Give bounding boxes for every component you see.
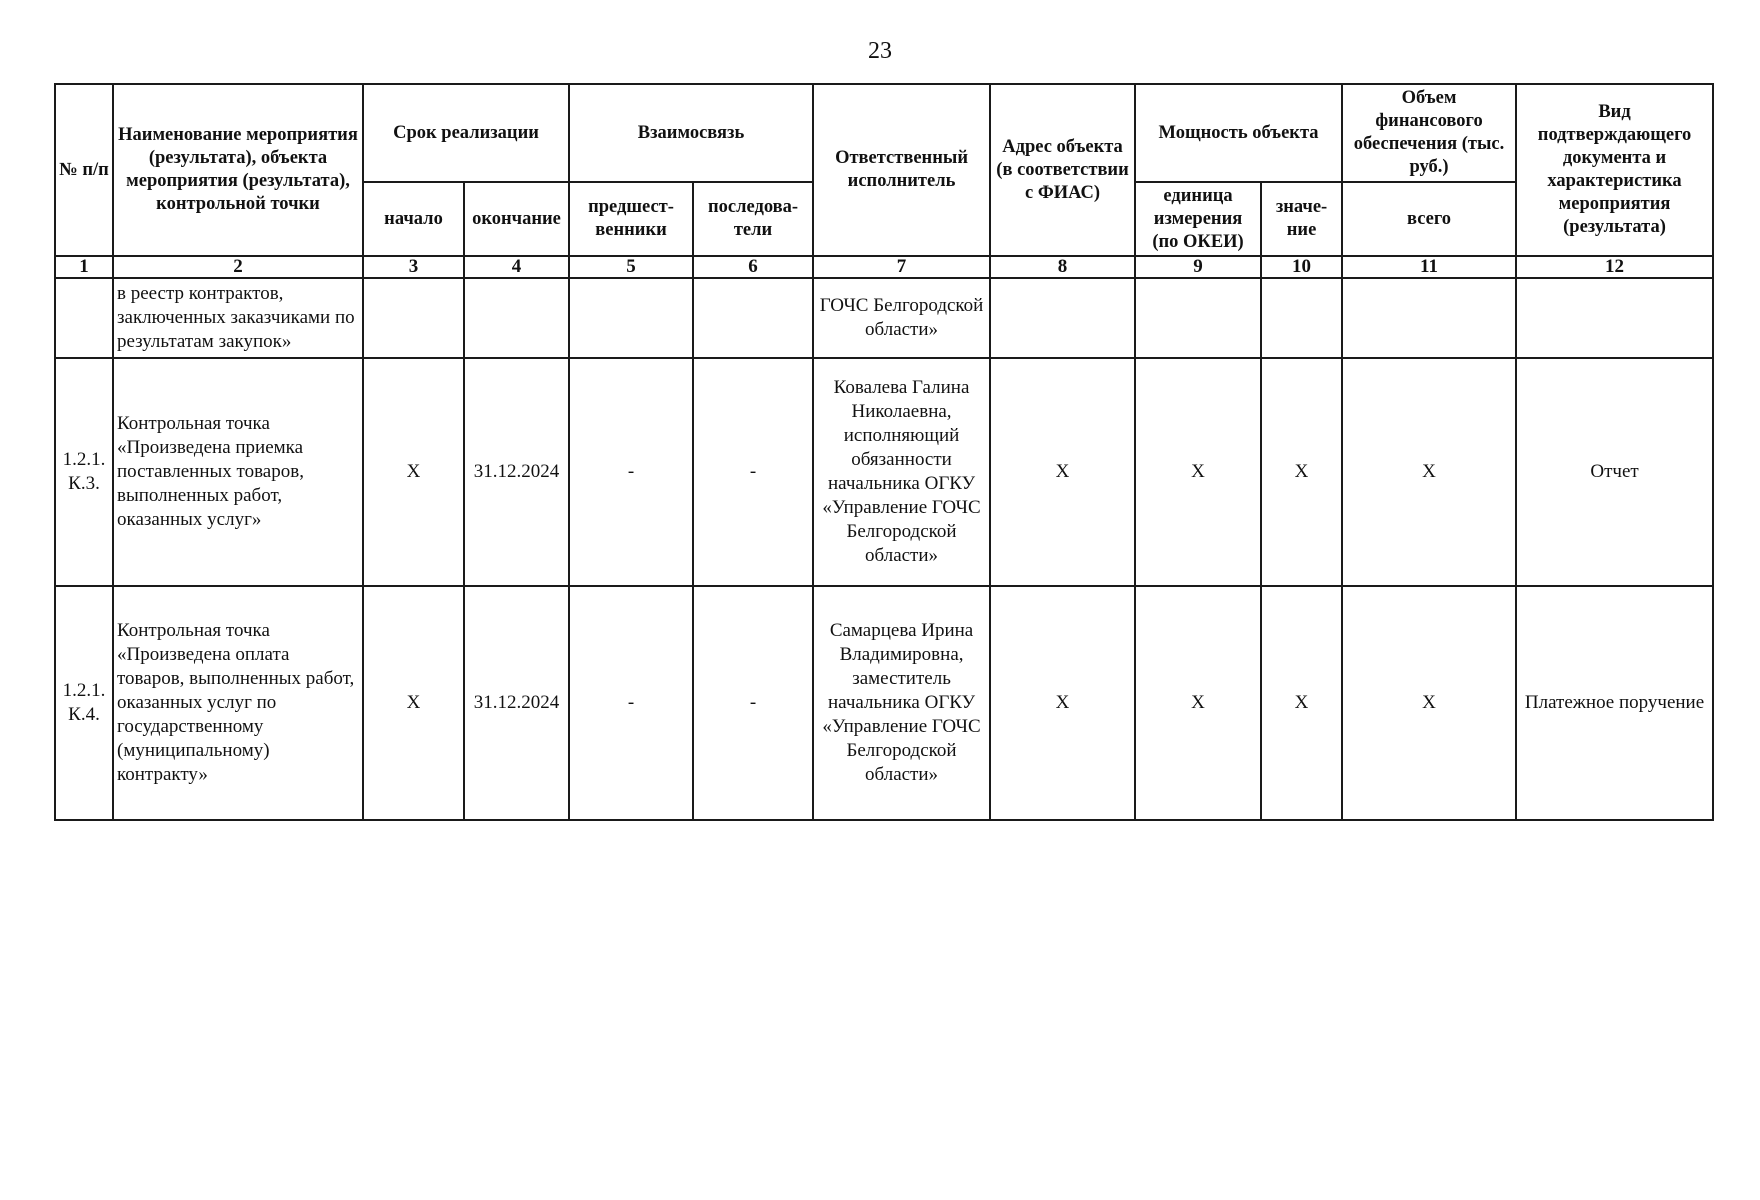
row-name: Контрольная точка «Произведена приемка поставленных товаров, выполненных работ, оказанных услуг» (113, 358, 363, 586)
row-finance: Х (1342, 358, 1516, 586)
row-responsible: ГОЧС Белгородской области» (813, 278, 990, 358)
header-link-next: последова-тели (693, 182, 813, 256)
row-unit: Х (1135, 358, 1261, 586)
row-address: Х (990, 586, 1135, 820)
column-number: 11 (1342, 256, 1516, 278)
row-name: Контрольная точка «Произведена оплата товаров, выполненных работ, оказанных услуг по государственному (муниципальному) контракту» (113, 586, 363, 820)
column-number: 2 (113, 256, 363, 278)
header-responsible: Ответственный исполнитель (813, 84, 990, 256)
header-finance-total: всего (1342, 182, 1516, 256)
table-row (55, 358, 1713, 586)
column-number: 4 (464, 256, 569, 278)
row-next: - (693, 586, 813, 820)
column-number: 1 (55, 256, 113, 278)
column-number: 9 (1135, 256, 1261, 278)
row-address: Х (990, 358, 1135, 586)
header-number: № п/п (55, 84, 113, 256)
column-number: 7 (813, 256, 990, 278)
column-number: 8 (990, 256, 1135, 278)
header-address: Адрес объекта (в соответствии с ФИАС) (990, 84, 1135, 256)
row-start: Х (363, 358, 464, 586)
header-power: Мощность объекта (1135, 84, 1342, 182)
row-number: 1.2.1. К.3. (55, 358, 113, 586)
row-name: в реестр контрактов, заключенных заказчиками по результатам закупок» (113, 278, 363, 358)
row-responsible: Самарцева Ирина Владимировна, заместитель начальника ОГКУ «Управление ГОЧС Белгородской области» (813, 586, 990, 820)
row-number: 1.2.1. К.4. (55, 586, 113, 820)
header-document: Вид подтверждающего документа и характеристика мероприятия (результата) (1516, 84, 1713, 256)
row-document: Платежное поручение (1516, 586, 1713, 820)
row-prev: - (569, 586, 693, 820)
header-link: Взаимосвязь (569, 84, 813, 182)
row-responsible: Ковалева Галина Николаевна, исполняющий обязанности начальника ОГКУ «Управление ГОЧС Белгородской области» (813, 358, 990, 586)
implementation-plan-table (54, 83, 1714, 821)
row-end: 31.12.2024 (464, 358, 569, 586)
row-document (1516, 278, 1713, 358)
column-number: 5 (569, 256, 693, 278)
table-row (55, 586, 1713, 820)
header-link-prev: предшест-венники (569, 182, 693, 256)
row-start (363, 278, 464, 358)
header-power-unit: единица измерения (по ОКЕИ) (1135, 182, 1261, 256)
row-value: Х (1261, 586, 1342, 820)
row-next: - (693, 358, 813, 586)
header-term-end: окончание (464, 182, 569, 256)
row-finance: Х (1342, 586, 1516, 820)
row-end: 31.12.2024 (464, 586, 569, 820)
row-address (990, 278, 1135, 358)
header-term-start: начало (363, 182, 464, 256)
row-prev (569, 278, 693, 358)
row-next (693, 278, 813, 358)
row-finance (1342, 278, 1516, 358)
header-power-value: значе-ние (1261, 182, 1342, 256)
header-finance: Объем финансового обеспечения (тыс. руб.) (1342, 84, 1516, 182)
column-number: 10 (1261, 256, 1342, 278)
page-number: 23 (868, 38, 892, 64)
header-term: Срок реализации (363, 84, 569, 182)
row-value (1261, 278, 1342, 358)
row-unit (1135, 278, 1261, 358)
row-document: Отчет (1516, 358, 1713, 586)
row-prev: - (569, 358, 693, 586)
column-number: 6 (693, 256, 813, 278)
row-number (55, 278, 113, 358)
header-name: Наименование мероприятия (результата), объекта мероприятия (результата), контрольной точки (113, 84, 363, 256)
row-start: Х (363, 586, 464, 820)
row-value: Х (1261, 358, 1342, 586)
row-unit: Х (1135, 586, 1261, 820)
row-end (464, 278, 569, 358)
column-number: 3 (363, 256, 464, 278)
table-row (55, 278, 1713, 358)
column-number: 12 (1516, 256, 1713, 278)
